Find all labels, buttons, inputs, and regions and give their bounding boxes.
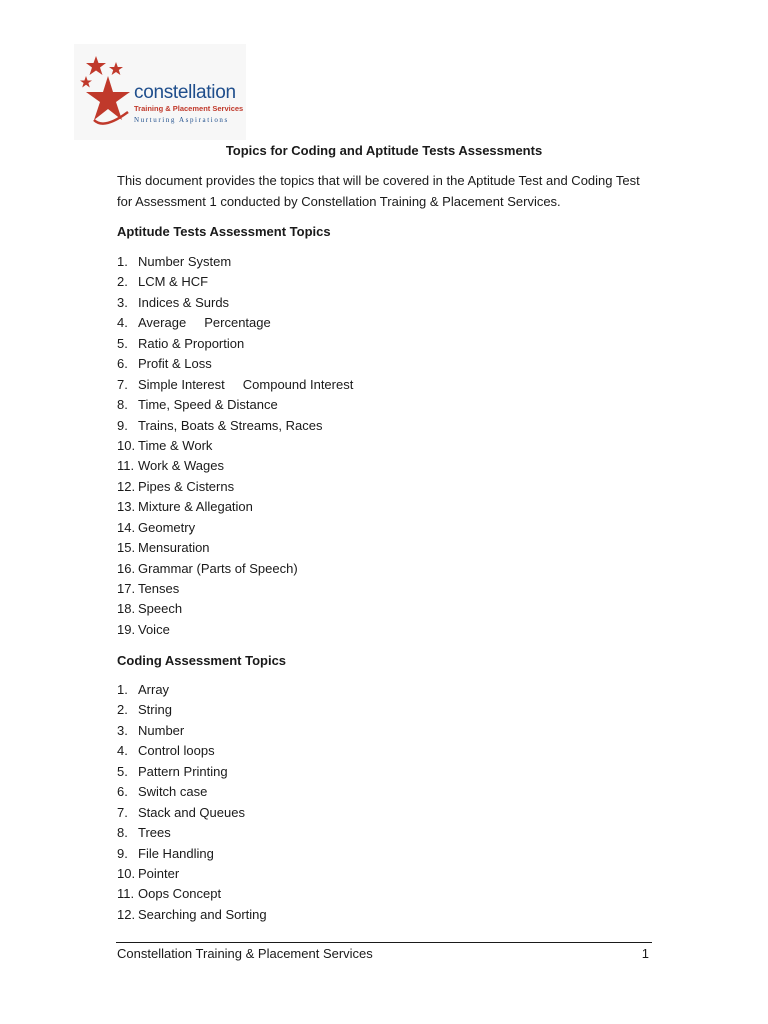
- intro-paragraph: This document provides the topics that will be covered in the Aptitude Test and Coding Test for Assessment 1 conducted by Constellation Training & Placement Services.: [117, 173, 640, 209]
- topic-number: 16.: [117, 560, 136, 576]
- topic-text: Number: [138, 722, 185, 738]
- topic-number: 19.: [117, 621, 136, 637]
- topic-list-item: [117, 762, 267, 782]
- topic-number: 6.: [117, 784, 128, 800]
- page-number: 1: [641, 946, 649, 961]
- topic-text: Control loops: [138, 743, 215, 759]
- topic-number: 2.: [117, 274, 128, 290]
- topic-text: Array: [138, 682, 170, 697]
- logo-tagline: Nurturing Aspirations: [134, 116, 229, 124]
- topic-text: Stack and Queues: [138, 804, 245, 820]
- topic-list-item: [117, 905, 267, 925]
- topic-text: Time, Speed & Distance: [138, 397, 278, 413]
- topic-text: Oops Concept: [138, 886, 222, 902]
- topic-list-item: [117, 700, 267, 720]
- topic-list-item: [117, 272, 353, 292]
- document-title: Topics for Coding and Aptitude Tests Assessments: [225, 143, 543, 158]
- topic-text: Simple Interest Compound Interest: [138, 376, 354, 392]
- topic-text: Pointer: [138, 865, 180, 881]
- topic-list-item: [117, 518, 353, 538]
- topic-text: Mensuration: [138, 540, 210, 556]
- topic-number: 8.: [117, 397, 128, 413]
- topic-list-item: [117, 456, 353, 476]
- topic-text: Trains, Boats & Streams, Races: [138, 417, 323, 433]
- topic-list-item: [117, 313, 353, 333]
- topic-text: Geometry: [138, 519, 196, 535]
- topic-number: 8.: [117, 825, 128, 841]
- topic-number: 12.: [117, 478, 136, 494]
- topic-text: Average Percentage: [138, 315, 271, 331]
- topic-text: Ratio & Proportion: [138, 335, 245, 351]
- topic-text: Time & Work: [138, 437, 213, 453]
- topic-number: 6.: [117, 356, 128, 372]
- topic-list-item: [117, 416, 353, 436]
- topic-list-item: [117, 823, 267, 843]
- topic-text: LCM & HCF: [138, 274, 209, 290]
- topic-number: 14.: [117, 519, 136, 535]
- topic-number: 17.: [117, 581, 136, 596]
- topic-list-item: [117, 680, 267, 700]
- topic-text: Pipes & Cisterns: [138, 478, 235, 494]
- topic-list-item: [117, 497, 353, 517]
- topic-list-item: [117, 375, 353, 395]
- topic-list-item: [117, 334, 353, 354]
- company-logo: [74, 44, 246, 140]
- topic-list-item: [117, 620, 353, 640]
- topic-number: 7.: [117, 804, 128, 820]
- footer-divider: [116, 942, 652, 943]
- topic-number: 5.: [117, 335, 128, 351]
- topic-list-item: [117, 579, 353, 599]
- topic-list-item: [117, 884, 267, 904]
- topic-text: Grammar (Parts of Speech): [138, 560, 298, 576]
- coding-heading: Coding Assessment Topics: [117, 653, 287, 668]
- topic-list-item: [117, 599, 353, 619]
- topic-text: Voice: [138, 621, 170, 637]
- topic-list-item: [117, 538, 353, 558]
- topic-text: String: [138, 702, 172, 718]
- topic-number: 9.: [117, 417, 128, 433]
- logo-name: constellation: [134, 82, 236, 103]
- topic-list-item: [117, 803, 267, 823]
- topic-number: 3.: [117, 722, 128, 738]
- topic-number: 4.: [117, 743, 128, 759]
- topic-list-item: [117, 844, 267, 864]
- topic-list-item: [117, 395, 353, 415]
- topic-number: 1.: [117, 254, 128, 269]
- topic-number: 1.: [117, 682, 128, 697]
- topic-number: 18.: [117, 601, 136, 617]
- star-logo-icon: [78, 54, 140, 132]
- topic-text: Pattern Printing: [138, 763, 228, 779]
- topic-number: 2.: [117, 702, 128, 718]
- topic-list-item: [117, 741, 267, 761]
- topic-number: 10.: [117, 865, 136, 881]
- topic-number: 3.: [117, 294, 128, 310]
- topic-number: 7.: [117, 376, 128, 392]
- topic-list-item: [117, 721, 267, 741]
- topic-number: 11.: [117, 458, 135, 474]
- topic-text: Tenses: [138, 581, 180, 596]
- topic-text: Mixture & Allegation: [138, 499, 253, 515]
- topic-number: 10.: [117, 437, 136, 453]
- topic-text: Switch case: [138, 784, 208, 800]
- topic-list-item: [117, 782, 267, 802]
- topic-list-item: [117, 864, 267, 884]
- topic-text: Indices & Surds: [138, 294, 230, 310]
- topic-text: File Handling: [138, 845, 214, 861]
- topic-number: 5.: [117, 763, 128, 779]
- aptitude-heading: Aptitude Tests Assessment Topics: [117, 224, 331, 239]
- topic-text: Searching and Sorting: [138, 906, 267, 922]
- topic-text: Trees: [138, 825, 171, 841]
- topic-text: Profit & Loss: [138, 356, 212, 372]
- topic-list-item: [117, 252, 353, 272]
- topic-list-item: [117, 293, 353, 313]
- topic-number: 9.: [117, 845, 128, 861]
- topic-number: 15.: [117, 540, 136, 556]
- topic-number: 11.: [117, 886, 135, 902]
- topic-text: Number System: [138, 254, 232, 269]
- topic-number: 13.: [117, 499, 136, 515]
- footer-text: Constellation Training & Placement Services: [117, 946, 373, 961]
- topic-text: Work & Wages: [138, 458, 224, 474]
- topic-list-item: [117, 559, 353, 579]
- coding-topic-list: [117, 680, 267, 925]
- logo-subtitle: Training & Placement Services: [134, 104, 244, 113]
- topic-text: Speech: [138, 601, 183, 617]
- topic-number: 12.: [117, 906, 136, 922]
- topic-number: 4.: [117, 315, 128, 331]
- aptitude-topic-list: [117, 252, 353, 640]
- topic-list-item: [117, 436, 353, 456]
- topic-list-item: [117, 477, 353, 497]
- topic-list-item: [117, 354, 353, 374]
